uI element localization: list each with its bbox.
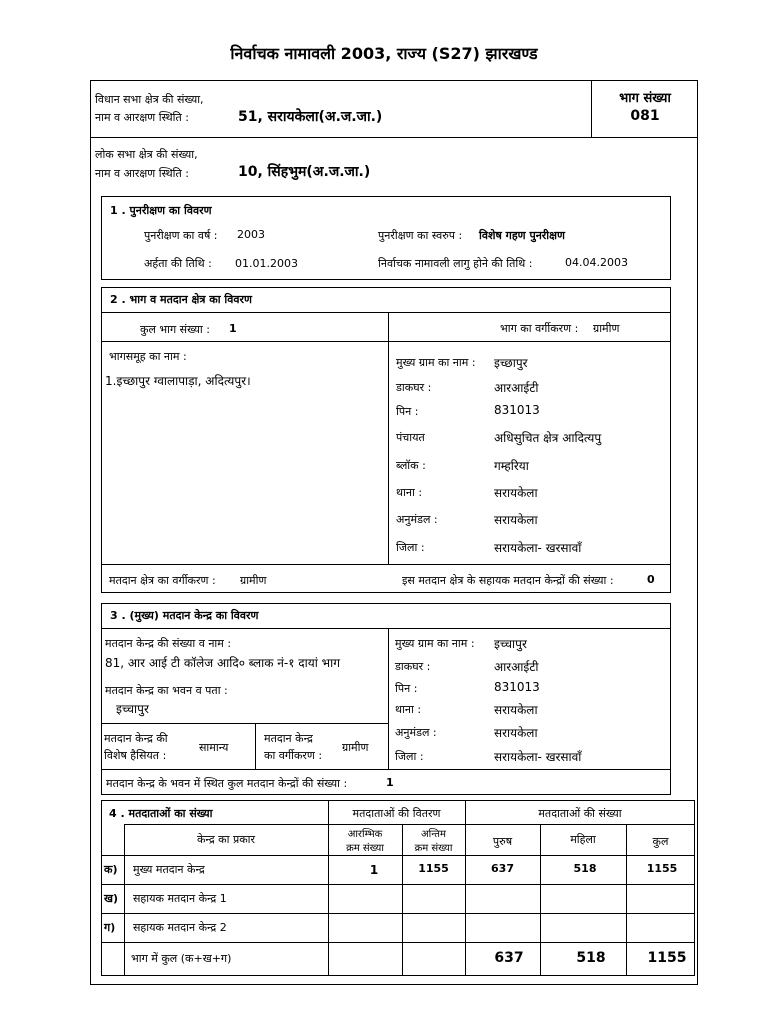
section-name: 1.इच्छापुर ग्वालापाड़ा, अदित्यपुर। — [105, 374, 251, 388]
effective-date: 04.04.2003 — [565, 256, 628, 269]
station-label: मतदान केन्द्र की संख्या व नाम : — [105, 637, 232, 650]
total-parts-label: कुल भाग संख्या : — [140, 323, 210, 336]
distribution-header: मतदाताओं की वितरण — [352, 807, 441, 820]
page-title: निर्वाचक नामावली 2003, राज्य (S27) झारखण्ड — [230, 44, 538, 63]
station-detail-label: डाकघर : — [395, 660, 431, 673]
part-detail-label: पिन : — [396, 405, 419, 418]
parliament-value: 10, सिंहभुम(अ.ज.जा.) — [238, 164, 371, 180]
row-female: 518 — [573, 862, 597, 875]
sum-total: 1155 — [647, 950, 687, 966]
revision-year-label: पुनरीक्षण का वर्ष : — [144, 229, 218, 242]
station-detail-label: पिन : — [395, 682, 418, 695]
start-serial-header-2: क्रम संख्या — [346, 843, 384, 854]
parliament-label: लोक सभा क्षेत्र की संख्या, — [95, 148, 198, 161]
parliament-label-2: नाम व आरक्षण स्थिति : — [95, 167, 189, 180]
assembly-value: 51, सरायकेला(अ.ज.जा.) — [238, 109, 383, 125]
revision-type: विशेष गहण पुनरीक्षण — [479, 229, 565, 242]
part-detail-value: अधिसुचित क्षेत्र आदित्यपु — [494, 431, 602, 445]
station-detail-value: सरायकेला- खरसावाँ — [494, 750, 582, 764]
aux-stations-label: इस मतदान क्षेत्र के सहायक मतदान केन्द्रों की संख्या : — [402, 574, 614, 587]
part-detail-value: सरायकेला — [494, 513, 538, 527]
station-detail-label: थाना : — [395, 703, 422, 716]
part-detail-label: थाना : — [396, 486, 423, 499]
qualifying-date: 01.01.2003 — [235, 257, 298, 270]
special-status: सामान्य — [199, 741, 229, 754]
building-label: मतदान केन्द्र का भवन व पता : — [105, 684, 228, 697]
section-name-label: भागसमूह का नाम : — [109, 350, 187, 363]
part-classification: ग्रामीण — [593, 322, 620, 335]
assembly-label: विधान सभा क्षेत्र की संख्या, — [95, 93, 204, 106]
station-class-label: मतदान केन्द्र — [264, 732, 313, 745]
station-class: ग्रामीण — [342, 741, 369, 754]
part-detail-label: ब्लॉक : — [396, 459, 426, 472]
special-status-label-2: विशेष हैसियत : — [104, 749, 167, 762]
part-detail-value: 831013 — [494, 403, 540, 417]
qualifying-date-label: अर्हता की तिथि : — [144, 257, 212, 270]
revision-year: 2003 — [237, 228, 265, 241]
row-male: 637 — [491, 862, 514, 875]
part-classification-label: भाग का वर्गीकरण : — [500, 322, 579, 335]
row-mark: ग) — [104, 921, 116, 934]
revision-type-label: पुनरीक्षण का स्वरुप : — [378, 229, 463, 242]
row-station-type: सहायक मतदान केन्द्र 1 — [133, 892, 227, 905]
part-detail-value: इच्छापुर — [494, 356, 528, 370]
start-serial-header: आरम्भिक — [347, 829, 383, 840]
station-detail-value: इच्चापुर — [494, 637, 527, 651]
station-detail-value: आरआईटी — [494, 660, 539, 674]
effective-date-label: निर्वाचक नामावली लागु होने की तिथि : — [378, 257, 533, 270]
row-total: 1155 — [646, 862, 678, 875]
section-1-heading: 1 . पुनरीक्षण का विवरण — [110, 204, 212, 217]
station-type-header: केन्द्र का प्रकार — [196, 833, 256, 846]
aux-stations-count: 0 — [647, 573, 655, 586]
row-station-type: मुख्य मतदान केन्द्र — [133, 863, 205, 876]
part-detail-label: पंचायत — [396, 431, 425, 444]
part-detail-label: जिला : — [396, 541, 425, 554]
part-detail-label: डाकघर : — [396, 381, 432, 394]
station-detail-label: जिला : — [395, 750, 424, 763]
part-detail-value: गम्हरिया — [494, 459, 529, 473]
part-detail-label: अनुमंडल : — [396, 513, 438, 526]
station-detail-label: अनुमंडल : — [395, 726, 437, 739]
station-detail-value: 831013 — [494, 680, 540, 694]
sum-male: 637 — [494, 950, 524, 966]
part-number: 081 — [630, 108, 660, 124]
end-serial-header-2: क्रम संख्या — [414, 843, 453, 854]
end-serial-header: अन्तिम — [421, 829, 446, 840]
row-start-serial: 1 — [369, 863, 379, 877]
station-class-label-2: का वर्गीकरण : — [264, 749, 323, 762]
total-parts: 1 — [229, 322, 237, 335]
part-detail-label: मुख्य ग्राम का नाम : — [396, 356, 476, 369]
row-mark: क) — [104, 863, 118, 876]
section-3-heading: 3 . (मुख्य) मतदान केन्द्र का विवरण — [110, 609, 259, 622]
female-header: महिला — [570, 833, 596, 846]
area-classification-label: मतदान क्षेत्र का वर्गीकरण : — [109, 574, 216, 587]
assembly-label-2: नाम व आरक्षण स्थिति : — [95, 111, 189, 124]
area-classification: ग्रामीण — [240, 574, 267, 587]
building-name: इच्चापुर — [116, 702, 149, 716]
row-end-serial: 1155 — [418, 862, 449, 875]
special-status-label: मतदान केन्द्र की — [104, 732, 168, 745]
sum-label: भाग में कुल (क+ख+ग) — [131, 952, 232, 965]
total-stations: 1 — [386, 776, 394, 789]
male-header: पुरुष — [492, 835, 513, 848]
section-polling-station — [101, 603, 671, 795]
part-detail-value: सरायकेला- खरसावाँ — [494, 541, 582, 555]
station-detail-value: सरायकेला — [494, 703, 538, 717]
row-mark: ख) — [104, 892, 119, 905]
total-header: कुल — [652, 835, 669, 848]
part-detail-value: सरायकेला — [494, 486, 538, 500]
total-stations-label: मतदान केन्द्र के भवन में स्थित कुल मतदान केन्द्रों की संख्या : — [106, 777, 348, 790]
part-number-label: भाग संख्या — [619, 91, 671, 106]
station-name: 81, आर आई टी कॉलेज आदि० ब्लाक नं-१ दायां भाग — [105, 656, 340, 670]
voter-count-header: मतदाताओं की संख्या — [538, 807, 622, 820]
station-detail-value: सरायकेला — [494, 726, 538, 740]
station-detail-label: मुख्य ग्राम का नाम : — [395, 637, 475, 650]
section-2-heading: 2 . भाग व मतदान क्षेत्र का विवरण — [110, 293, 252, 306]
section-4-heading: 4 . मतदाताओं का संख्या — [109, 807, 213, 820]
sum-female: 518 — [576, 950, 606, 966]
row-station-type: सहायक मतदान केन्द्र 2 — [133, 921, 227, 934]
part-detail-value: आरआईटी — [494, 381, 539, 395]
